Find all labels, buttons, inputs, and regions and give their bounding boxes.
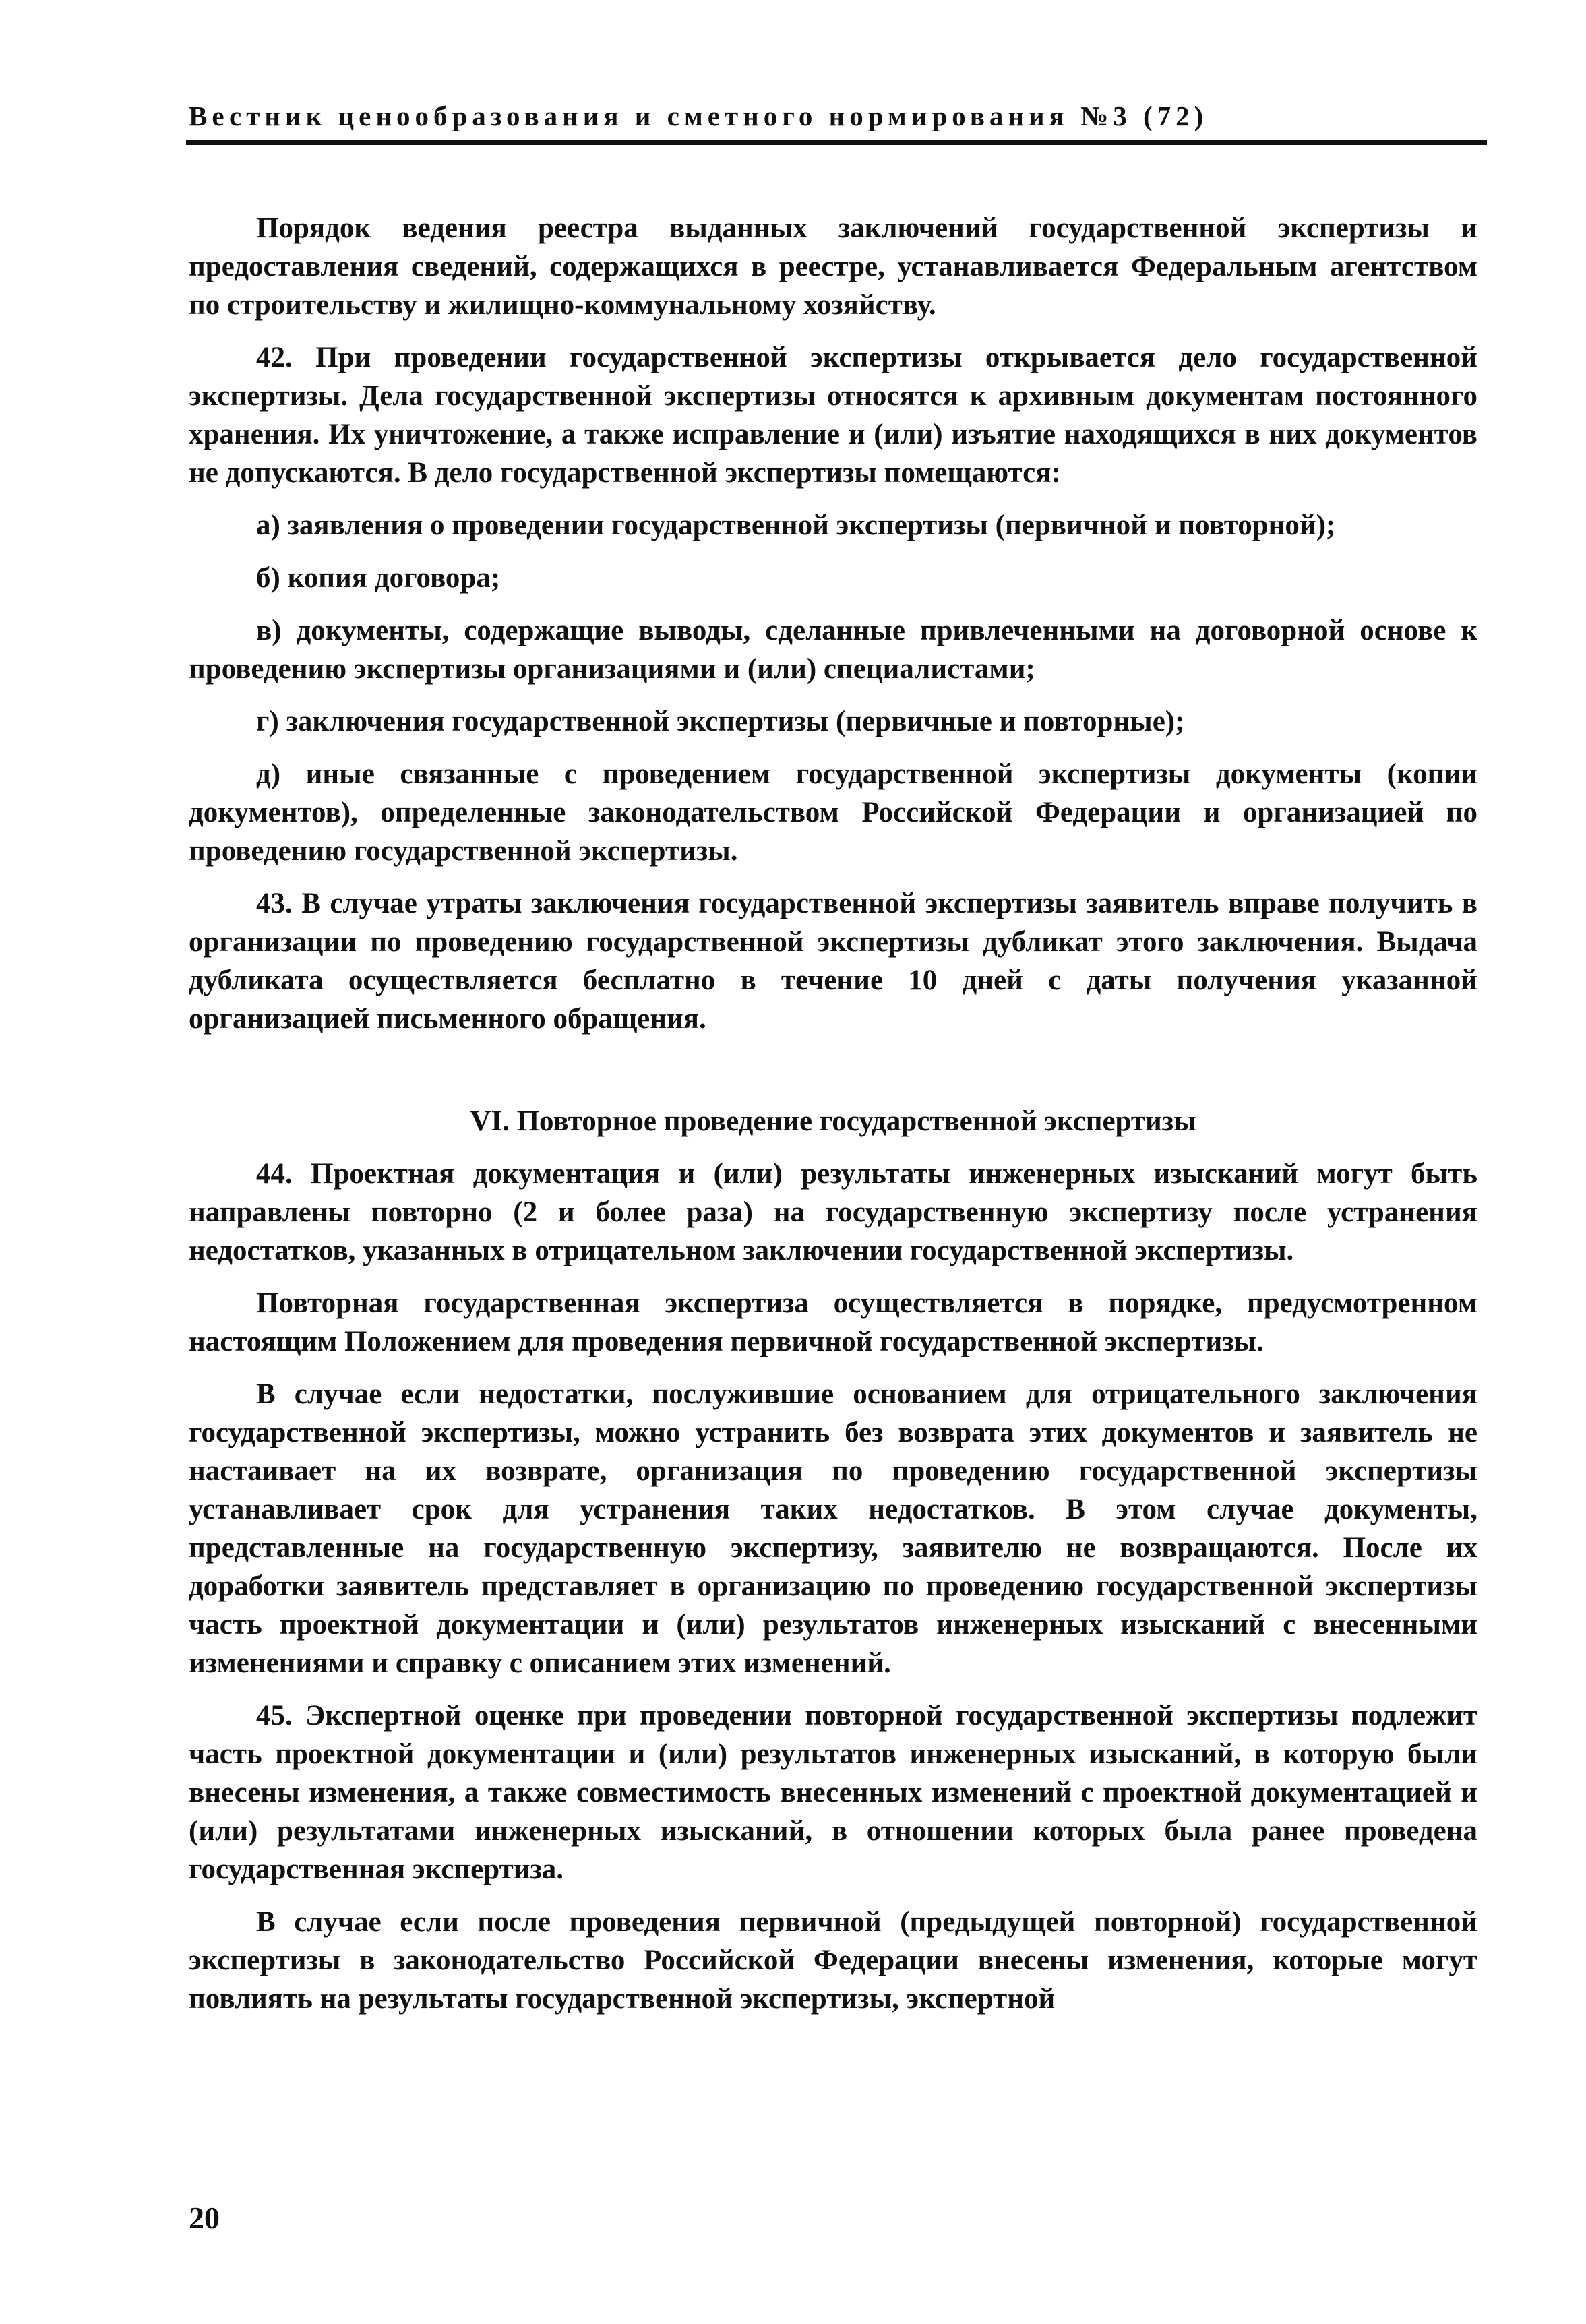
header-rule (186, 140, 1487, 145)
paragraph-44-repeat: Повторная государственная экспертиза осуществляется в порядке, предусмотренном настоящим Положением для проведения первичной государственной экспертизы. (189, 1287, 1477, 1357)
paragraph-44-deficiencies: В случае если недостатки, послужившие основанием для отрицательного заключения государственной экспертизы, можно устранить без возврата этих документов и заявитель не настаивает на их возврате, организация по проведению государственной экспертизы устанавливает срок для устранения таких недостатков. В этом случае документы, представленные на государственную экспертизу, заявителю не возвращаются. После их доработки заявитель представляет в организацию по проведению государственной экспертизы часть проектной документации и (или) результатов инженерных изысканий с внесенными изменениями и справку с описанием этих изменений. (189, 1378, 1477, 1679)
list-item-b: б) копия договора; (256, 562, 501, 594)
running-header: Вестник ценообразования и сметного нормирования №3 (72) (189, 100, 1209, 131)
paragraph-44: 44. Проектная документация и (или) результаты инженерных изысканий могут быть направлены повторно (2 и более раза) на государственную экспертизу после устранения недостатков, указанных в отрицательном заключении государственной экспертизы. (189, 1158, 1477, 1266)
paragraph-registry-order: Порядок ведения реестра выданных заключений государственной экспертизы и предоставления сведений, содержащихся в реестре, устанавливается Федеральным агентством по строительству и жилищно-коммунальному хозяйству. (189, 212, 1477, 321)
paragraph-45-legislation: В случае если после проведения первичной (предыдущей повторной) государственной экспертизы в законодательство Российской Федерации внесены изменения, которые могут повлиять на результаты государственной экспертизы, экспертной (189, 1906, 1477, 2015)
paragraph-43: 43. В случае утраты заключения государственной экспертизы заявитель вправе получить в организации по проведению государственной экспертизы дубликат этого заключения. Выдача дубликата осуществляется бесплатно в течение 10 дней с даты получения указанной организацией письменного обращения. (189, 888, 1477, 1035)
page-number: 20 (189, 2201, 220, 2235)
list-item-v: в) документы, содержащие выводы, сделанные привлеченными на договорной основе к проведению экспертизы организациями и (или) специалистами; (189, 615, 1477, 685)
list-item-g: г) заключения государственной экспертизы (первичные и повторные); (256, 706, 1185, 737)
paragraph-42: 42. При проведении государственной экспертизы открывается дело государственной экспертизы. Дела государственной экспертизы относятся к архивным документам постоянного хранения. Их уничтожение, а также исправление и (или) изъятие находящихся в них документов не допускаются. В дело государственной экспертизы помещаются: (189, 342, 1477, 489)
list-item-a: а) заявления о проведении государственной экспертизы (первичной и повторной); (256, 510, 1336, 541)
body-text (189, 209, 1477, 2032)
paragraph-45: 45. Экспертной оценке при проведении повторной государственной экспертизы подлежит часть проектной документации и (или) результатов инженерных изысканий, в которую были внесены изменения, а также совместимость внесенных изменений с проектной документацией и (или) результатами инженерных изысканий, в отношении которых была ранее проведена государственная экспертиза. (189, 1700, 1477, 1885)
section-title-vi: VI. Повторное проведение государственной экспертизы (470, 1105, 1196, 1137)
list-item-d: д) иные связанные с проведением государственной экспертизы документы (копии документов), определенные законодательством Российской Федерации и организацией по проведению государственной экспертизы. (189, 758, 1477, 867)
